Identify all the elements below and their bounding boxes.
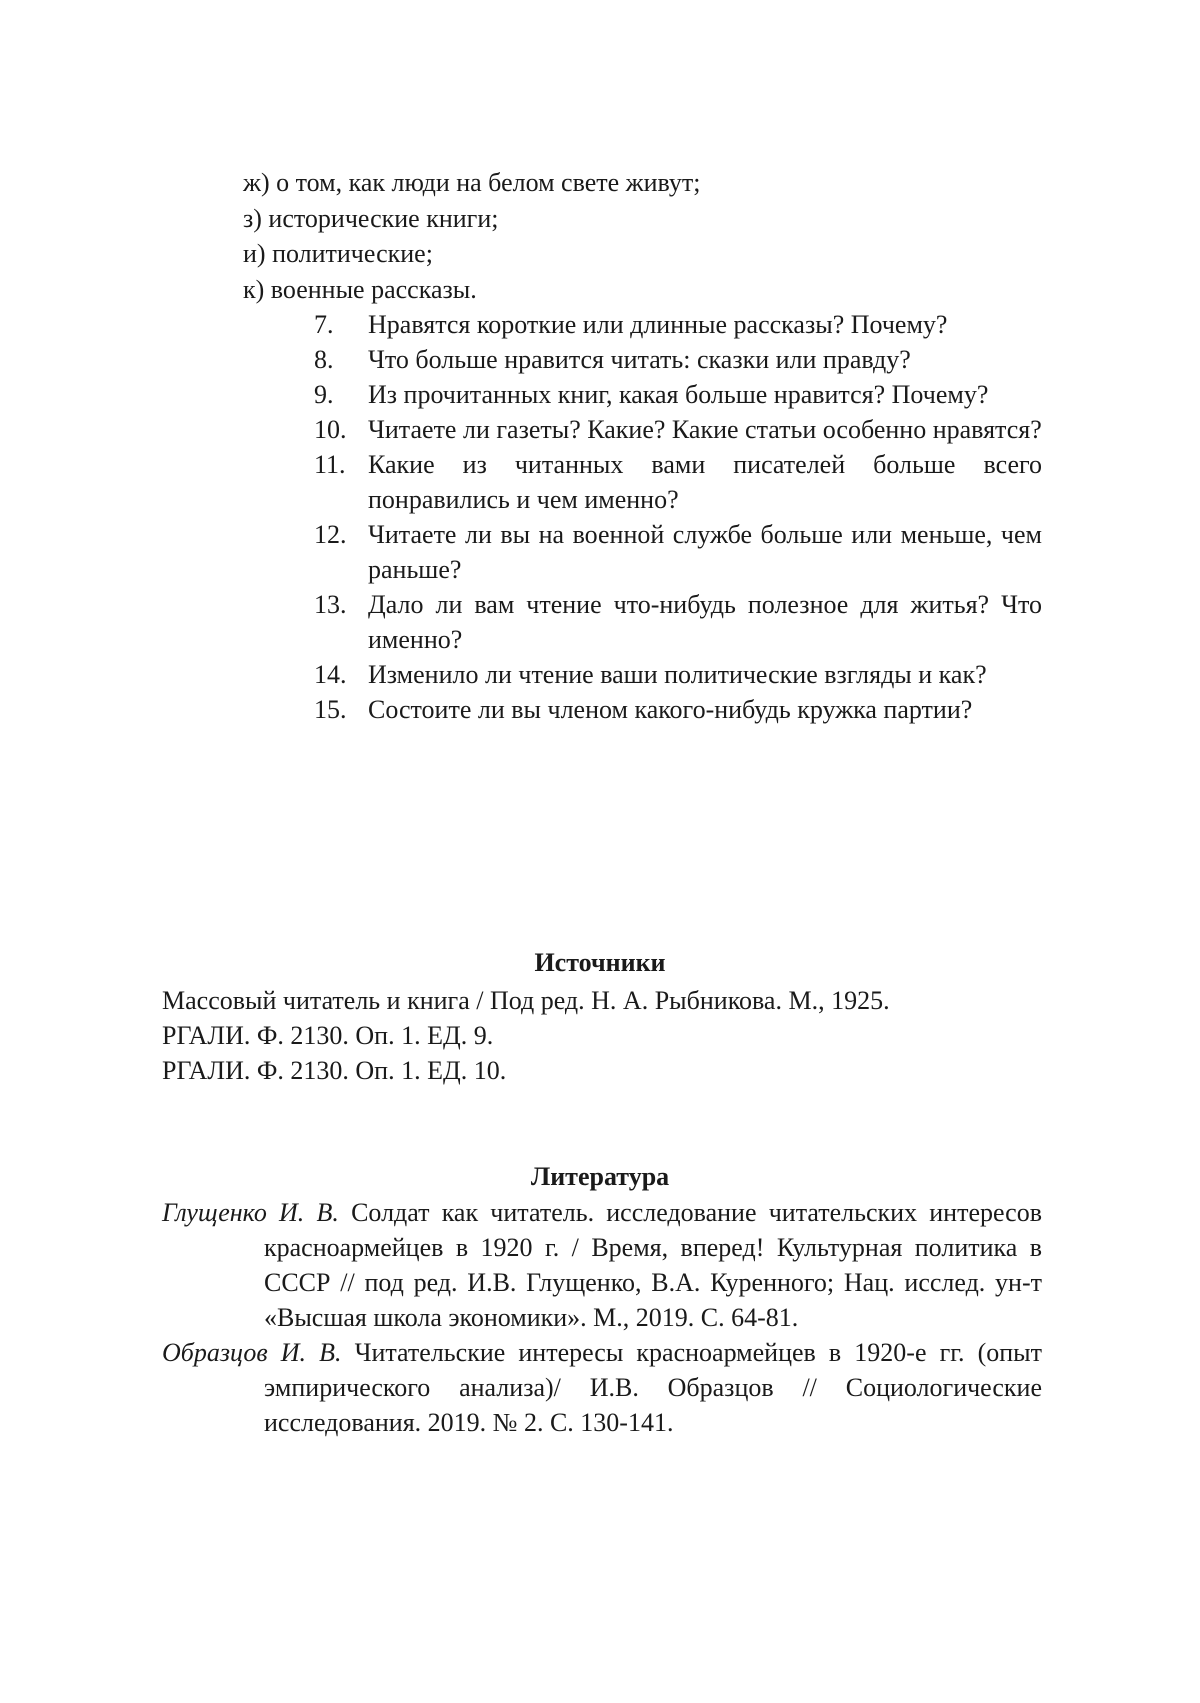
question-text: Состоите ли вы членом какого-нибудь кружка партии? — [368, 695, 973, 724]
list-item: з) исторические книги; — [243, 203, 499, 233]
list-item: к) военные рассказы. — [243, 274, 477, 304]
question-text: Из прочитанных книг, какая больше нравится? Почему? — [368, 380, 989, 409]
list-item — [314, 692, 1042, 727]
list-item — [314, 342, 1042, 377]
list-number: 10. — [314, 415, 347, 444]
author-name: Образцов И. В. — [162, 1338, 342, 1367]
list-item — [314, 412, 1042, 447]
question-text: Читаете ли газеты? Какие? Какие статьи особенно нравятся? — [368, 415, 1042, 444]
list-item — [314, 447, 1042, 517]
source-entry: Массовый читатель и книга / Под ред. Н. А. Рыбникова. М., 1925. — [162, 986, 890, 1015]
author-name: Глущенко И. В. — [162, 1198, 339, 1227]
list-item: и) политические; — [243, 239, 433, 268]
question-text: Изменило ли чтение ваши политические взгляды и как? — [368, 660, 987, 689]
sources-heading: Источники — [534, 948, 666, 977]
list-item — [314, 587, 1042, 657]
source-entry: РГАЛИ. Ф. 2130. Оп. 1. ЕД. 9. — [162, 1021, 494, 1050]
list-number: 13. — [314, 590, 347, 619]
citation-text: Читательские интересы красноармейцев в 1920-е гг. (опыт эмпирического анализа)/ И.В. Образцов // Социологические исследования. 2019. № 2. С. 130-141. — [264, 1338, 1042, 1437]
question-text: Нравятся короткие или длинные рассказы? Почему? — [368, 310, 948, 339]
numbered-question-list — [314, 307, 1042, 727]
literature-list — [162, 1195, 1042, 1440]
list-number: 7. — [314, 310, 334, 339]
lettered-list — [243, 165, 1043, 307]
literature-heading: Литература — [530, 1162, 670, 1191]
list-item — [314, 517, 1042, 587]
list-item — [314, 307, 1042, 342]
question-text: Читаете ли вы на военной службе больше или меньше, чем раньше? — [368, 520, 1042, 584]
question-text: Какие из читанных вами писателей больше всего понравились и чем именно? — [368, 450, 1042, 514]
list-number: 8. — [314, 345, 334, 374]
list-number: 14. — [314, 660, 347, 689]
list-item — [314, 377, 1042, 412]
question-text: Что больше нравится читать: сказки или правду? — [368, 345, 911, 374]
question-text: Дало ли вам чтение что-нибудь полезное для житья? Что именно? — [368, 590, 1042, 654]
citation-text: Солдат как читатель. исследование читательских интересов красноармейцев в 1920 г. / Время, вперед! Культурная политика в СССР // под ред. И.В. Глущенко, В.А. Куренного; Нац. исслед. ун-т «Высшая школа экономики». М., 2019. С. 64-81. — [264, 1198, 1042, 1332]
list-number: 12. — [314, 520, 347, 549]
list-item — [314, 657, 1042, 692]
list-number: 9. — [314, 380, 334, 409]
list-number: 11. — [314, 450, 346, 479]
sources-list — [162, 983, 1042, 1088]
list-number: 15. — [314, 695, 347, 724]
source-entry: РГАЛИ. Ф. 2130. Оп. 1. ЕД. 10. — [162, 1056, 507, 1085]
list-item: ж) о том, как люди на белом свете живут; — [243, 168, 701, 197]
literature-entry — [162, 1195, 1042, 1335]
literature-entry — [162, 1335, 1042, 1440]
